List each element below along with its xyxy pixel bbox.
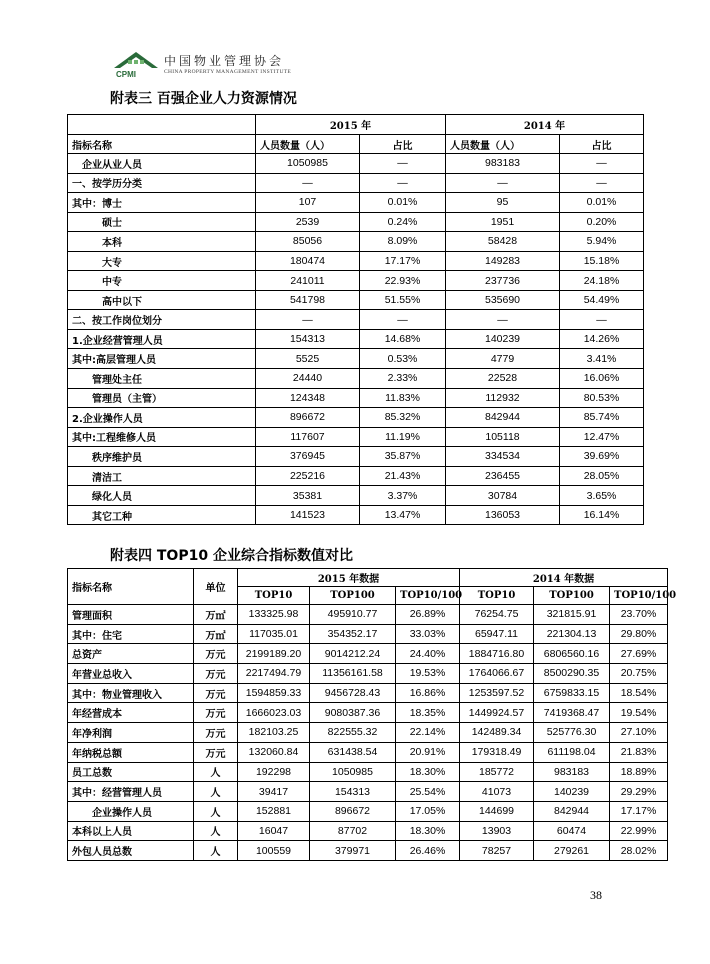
table-row [68,742,668,762]
unit-cell: 万元 [194,644,238,664]
ratio-2015: 13.47% [360,505,446,525]
ratio-2015: 22.93% [360,271,446,291]
ratio-2015: — [360,154,446,174]
top100-2015: 896672 [310,801,396,821]
count-2014: 136053 [446,505,560,525]
row-label: 其中：经营管理人员 [68,782,194,802]
table-row [68,329,644,349]
table-row [68,841,668,861]
count-2015: 124348 [256,388,360,408]
table-row [68,310,644,330]
top10-2015: 1666023.03 [238,703,310,723]
top10-2014: 41073 [460,782,534,802]
logo-abbreviation: CPMI [116,70,136,79]
row-label: 其中:高层管理人员 [68,349,256,369]
hr-col-ratio-2014: 占比 [560,135,644,154]
row-label: 绿化人员 [68,486,256,506]
ratio-2014: 85.74% [560,408,644,428]
count-2014: 535690 [446,290,560,310]
row-label: 硕士 [68,212,256,232]
table-row [68,369,644,389]
hr-table-header-row [68,135,644,154]
hr-year-2014: 2014 年 [446,115,644,135]
top10-2014: 65947.11 [460,624,534,644]
count-2015: 896672 [256,408,360,428]
top100-2015: 495910.77 [310,605,396,625]
top100-2015: 354352.17 [310,624,396,644]
row-label: 年经营成本 [68,703,194,723]
row-label: 二、按工作岗位划分 [68,310,256,330]
hr-col-name: 指标名称 [68,135,256,154]
top100-2014: 321815.91 [534,605,610,625]
ratio-2014: 54.49% [560,290,644,310]
top10-2014: 13903 [460,821,534,841]
row-label: 清洁工 [68,466,256,486]
ratio-2014: 29.80% [610,624,668,644]
top100-2015: 631438.54 [310,742,396,762]
row-label: 管理处主任 [68,369,256,389]
table-row [68,505,644,525]
top10-sub-top100-2014: TOP100 [534,587,610,605]
ratio-2014: 80.53% [560,388,644,408]
ratio-2014: 39.69% [560,447,644,467]
top10-table-year-row [68,569,668,587]
ratio-2015: 17.05% [396,801,460,821]
hr-table-corner [68,115,256,135]
top10-2015: 100559 [238,841,310,861]
row-label: 其中：博士 [68,193,256,213]
ratio-2015: 25.54% [396,782,460,802]
row-label: 年纳税总额 [68,742,194,762]
ratio-2014: — [560,173,644,193]
table-row [68,801,668,821]
top10-2015: 192298 [238,762,310,782]
ratio-2015: 51.55% [360,290,446,310]
ratio-2014: 3.41% [560,349,644,369]
ratio-2014: 12.47% [560,427,644,447]
top100-2014: 525776.30 [534,723,610,743]
top100-2014: 842944 [534,801,610,821]
top10-2015: 1594859.33 [238,683,310,703]
hr-col-count-2015: 人员数量（人） [256,135,360,154]
ratio-2014: 3.65% [560,486,644,506]
row-label: 本科 [68,232,256,252]
count-2015: 24440 [256,369,360,389]
table-row [68,349,644,369]
table-row [68,251,644,271]
ratio-2015: 11.19% [360,427,446,447]
top10-table [67,568,677,861]
ratio-2015: 20.91% [396,742,460,762]
ratio-2014: 16.06% [560,369,644,389]
count-2015: — [256,310,360,330]
table-row [68,427,644,447]
unit-cell: 人 [194,762,238,782]
count-2014: 58428 [446,232,560,252]
table-row [68,447,644,467]
top10-year-2014: 2014 年数据 [460,569,668,587]
count-2015: 376945 [256,447,360,467]
count-2014: 30784 [446,486,560,506]
page-number: 38 [590,888,602,902]
count-2014: 983183 [446,154,560,174]
table3-title: 附表三 百强企业人力资源情况 [110,91,297,107]
table-row [68,683,668,703]
table-row [68,605,668,625]
logo-english-name: CHINA PROPERTY MANAGEMENT INSTITUTE [164,69,292,75]
top10-2014: 179318.49 [460,742,534,762]
count-2014: 237736 [446,271,560,291]
top10-col-name: 指标名称 [68,569,194,605]
table-row [68,723,668,743]
ratio-2015: 0.01% [360,193,446,213]
top10-2015: 152881 [238,801,310,821]
ratio-2014: 17.17% [610,801,668,821]
ratio-2014: 19.54% [610,703,668,723]
top100-2014: 60474 [534,821,610,841]
count-2015: 180474 [256,251,360,271]
unit-cell: 万㎡ [194,624,238,644]
ratio-2015: 0.53% [360,349,446,369]
count-2015: 5525 [256,349,360,369]
ratio-2015: — [360,173,446,193]
top10-2015: 16047 [238,821,310,841]
table-row [68,212,644,232]
ratio-2015: 18.30% [396,762,460,782]
top10-2014: 78257 [460,841,534,861]
table-row [68,466,644,486]
row-label: 管理面积 [68,605,194,625]
row-label: 年净利润 [68,723,194,743]
row-label: 2.企业操作人员 [68,408,256,428]
ratio-2015: 8.09% [360,232,446,252]
top10-2014: 185772 [460,762,534,782]
top100-2015: 9080387.36 [310,703,396,723]
top100-2015: 87702 [310,821,396,841]
table-row [68,486,644,506]
ratio-2014: 21.83% [610,742,668,762]
row-label: 其中:工程维修人员 [68,427,256,447]
table-row [68,408,644,428]
table-row [68,290,644,310]
table-row [68,388,644,408]
hr-table-year-row [68,115,644,135]
table-row [68,782,668,802]
row-label: 外包人员总数 [68,841,194,861]
top100-2015: 154313 [310,782,396,802]
row-label: 管理员（主管） [68,388,256,408]
count-2015: 141523 [256,505,360,525]
count-2015: 117607 [256,427,360,447]
count-2015: 541798 [256,290,360,310]
ratio-2015: 3.37% [360,486,446,506]
count-2014: — [446,310,560,330]
ratio-2014: 27.69% [610,644,668,664]
top10-sub-ratio-2015: TOP10/100 [396,587,460,605]
ratio-2015: 18.30% [396,821,460,841]
top10-sub-top10-2014: TOP10 [460,587,534,605]
row-label: 1.企业经营管理人员 [68,329,256,349]
top10-2014: 144699 [460,801,534,821]
top10-2014: 76254.75 [460,605,534,625]
ratio-2015: 33.03% [396,624,460,644]
row-label: 大专 [68,251,256,271]
top10-2014: 1884716.80 [460,644,534,664]
logo-chinese-name: 中国物业管理协会 [164,54,285,68]
count-2014: 112932 [446,388,560,408]
row-label: 年营业总收入 [68,664,194,684]
count-2014: 1951 [446,212,560,232]
ratio-2014: — [560,310,644,330]
top100-2015: 379971 [310,841,396,861]
top100-2014: 983183 [534,762,610,782]
top100-2014: 140239 [534,782,610,802]
count-2015: 241011 [256,271,360,291]
ratio-2015: 35.87% [360,447,446,467]
ratio-2014: 15.18% [560,251,644,271]
ratio-2015: 26.89% [396,605,460,625]
top10-2014: 142489.34 [460,723,534,743]
row-label: 秩序维护员 [68,447,256,467]
table-row [68,154,644,174]
top100-2014: 611198.04 [534,742,610,762]
ratio-2015: 21.43% [360,466,446,486]
cpmi-logo [112,50,322,80]
table-row [68,232,644,252]
top100-2014: 8500290.35 [534,664,610,684]
hr-year-2015: 2015 年 [256,115,446,135]
ratio-2014: 24.18% [560,271,644,291]
count-2015: 35381 [256,486,360,506]
unit-cell: 人 [194,821,238,841]
table-row [68,821,668,841]
table-row [68,193,644,213]
ratio-2014: 23.70% [610,605,668,625]
ratio-2014: 18.54% [610,683,668,703]
table-row [68,271,644,291]
ratio-2015: 2.33% [360,369,446,389]
ratio-2015: 11.83% [360,388,446,408]
top10-2014: 1449924.57 [460,703,534,723]
row-label: 其中：住宅 [68,624,194,644]
row-label: 本科以上人员 [68,821,194,841]
count-2015: 225216 [256,466,360,486]
ratio-2014: 20.75% [610,664,668,684]
count-2015: — [256,173,360,193]
ratio-2015: 26.46% [396,841,460,861]
top100-2014: 7419368.47 [534,703,610,723]
count-2014: 95 [446,193,560,213]
ratio-2015: 16.86% [396,683,460,703]
row-label: 中专 [68,271,256,291]
unit-cell: 人 [194,801,238,821]
ratio-2014: 18.89% [610,762,668,782]
top10-2015: 2199189.20 [238,644,310,664]
unit-cell: 人 [194,841,238,861]
count-2014: 4779 [446,349,560,369]
table-row [68,624,668,644]
top10-year-2015: 2015 年数据 [238,569,460,587]
top10-2014: 1764066.67 [460,664,534,684]
ratio-2015: — [360,310,446,330]
top100-2015: 1050985 [310,762,396,782]
hr-table [67,114,644,525]
unit-cell: 万㎡ [194,605,238,625]
ratio-2015: 19.53% [396,664,460,684]
table-row [68,703,668,723]
count-2014: 105118 [446,427,560,447]
ratio-2015: 14.68% [360,329,446,349]
top100-2015: 11356161.58 [310,664,396,684]
count-2015: 85056 [256,232,360,252]
top100-2014: 221304.13 [534,624,610,644]
count-2014: 334534 [446,447,560,467]
row-label: 其中：物业管理收入 [68,683,194,703]
row-label: 企业操作人员 [68,801,194,821]
table-row [68,762,668,782]
row-label: 一、按学历分类 [68,173,256,193]
top10-col-unit: 单位 [194,569,238,605]
row-label: 企业从业人员 [68,154,256,174]
top10-sub-top10-2015: TOP10 [238,587,310,605]
top10-2015: 132060.84 [238,742,310,762]
top10-2015: 182103.25 [238,723,310,743]
ratio-2014: 22.99% [610,821,668,841]
count-2014: 140239 [446,329,560,349]
count-2014: 149283 [446,251,560,271]
top100-2015: 822555.32 [310,723,396,743]
top10-2015: 133325.98 [238,605,310,625]
count-2015: 1050985 [256,154,360,174]
hr-table-body [68,154,644,525]
row-label: 总资产 [68,644,194,664]
ratio-2014: 29.29% [610,782,668,802]
ratio-2014: 28.05% [560,466,644,486]
top100-2015: 9456728.43 [310,683,396,703]
unit-cell: 万元 [194,742,238,762]
unit-cell: 万元 [194,703,238,723]
top10-2015: 2217494.79 [238,664,310,684]
top100-2014: 6806560.16 [534,644,610,664]
count-2014: 22528 [446,369,560,389]
table4-title: 附表四 TOP10 企业综合指标数值对比 [110,548,353,564]
row-label: 其它工种 [68,505,256,525]
unit-cell: 万元 [194,664,238,684]
top10-table-body [68,605,668,861]
top10-2015: 117035.01 [238,624,310,644]
count-2015: 107 [256,193,360,213]
top10-sub-top100-2015: TOP100 [310,587,396,605]
ratio-2014: 16.14% [560,505,644,525]
ratio-2015: 85.32% [360,408,446,428]
ratio-2015: 0.24% [360,212,446,232]
ratio-2015: 22.14% [396,723,460,743]
row-label: 高中以下 [68,290,256,310]
ratio-2014: 0.20% [560,212,644,232]
table-row [68,644,668,664]
row-label: 员工总数 [68,762,194,782]
ratio-2014: 0.01% [560,193,644,213]
top100-2014: 6759833.15 [534,683,610,703]
count-2014: — [446,173,560,193]
ratio-2015: 24.40% [396,644,460,664]
hr-col-count-2014: 人员数量（人） [446,135,560,154]
top10-2014: 1253597.52 [460,683,534,703]
ratio-2014: 5.94% [560,232,644,252]
count-2014: 236455 [446,466,560,486]
top100-2015: 9014212.24 [310,644,396,664]
top10-2015: 39417 [238,782,310,802]
hr-col-ratio-2015: 占比 [360,135,446,154]
table-row [68,664,668,684]
top10-sub-ratio-2014: TOP10/100 [610,587,668,605]
unit-cell: 万元 [194,683,238,703]
ratio-2015: 17.17% [360,251,446,271]
count-2015: 2539 [256,212,360,232]
ratio-2014: — [560,154,644,174]
count-2015: 154313 [256,329,360,349]
unit-cell: 万元 [194,723,238,743]
ratio-2014: 27.10% [610,723,668,743]
ratio-2014: 14.26% [560,329,644,349]
count-2014: 842944 [446,408,560,428]
ratio-2014: 28.02% [610,841,668,861]
top100-2014: 279261 [534,841,610,861]
unit-cell: 人 [194,782,238,802]
ratio-2015: 18.35% [396,703,460,723]
table-row [68,173,644,193]
